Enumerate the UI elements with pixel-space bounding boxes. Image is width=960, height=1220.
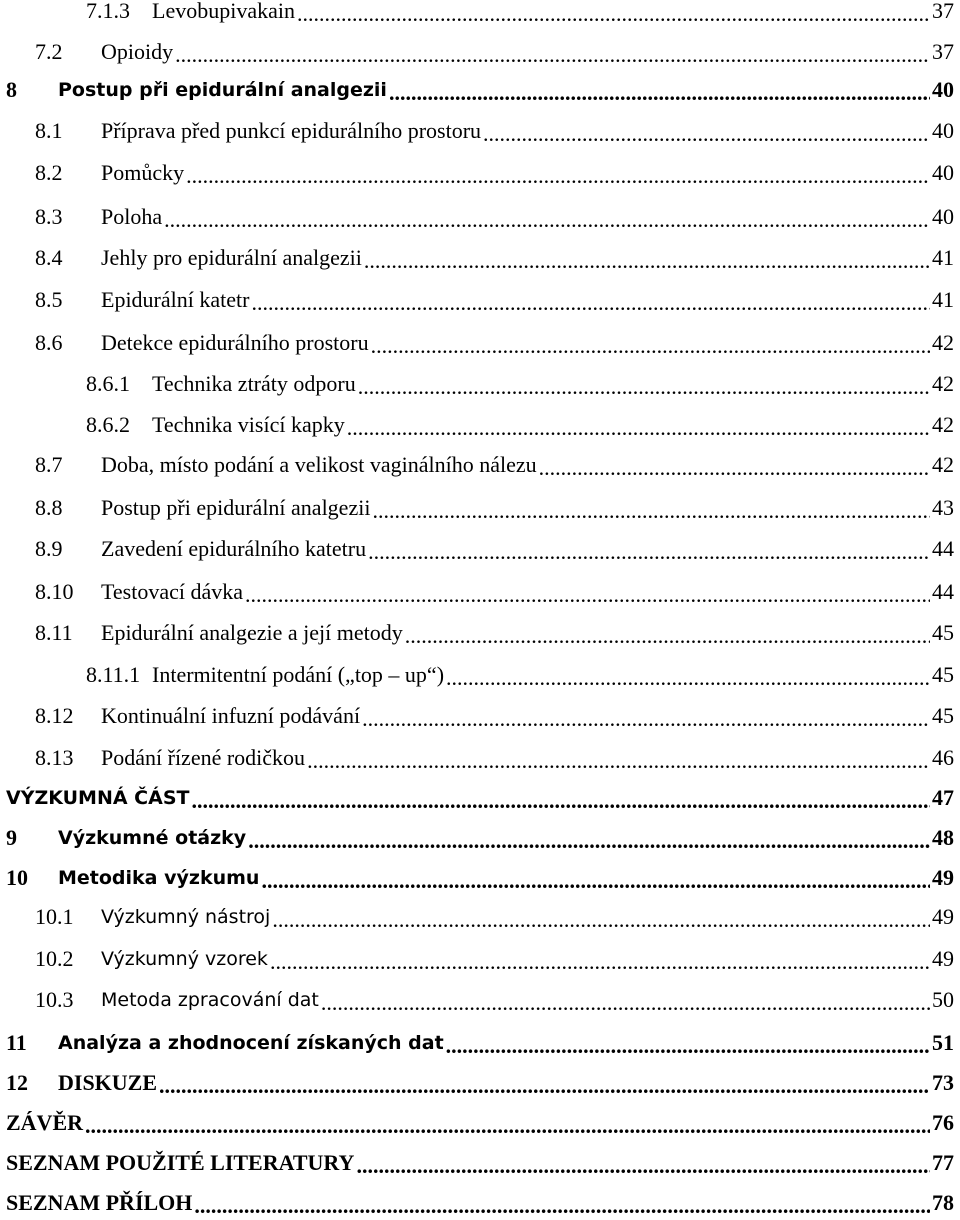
dot-leader [251, 290, 930, 312]
toc-entry-8-8[interactable] [35, 491, 954, 525]
toc-entry-page: 73 [932, 1070, 954, 1095]
toc-entry-title: Epidurální katetr [101, 287, 250, 312]
toc-entry-page: 42 [932, 452, 954, 477]
toc-entry-title: Příprava před punkcí epidurálního prostoru [101, 118, 482, 143]
toc-entry-number: 8.9 [35, 536, 63, 561]
toc-entry-8-6[interactable] [35, 326, 954, 360]
toc-entry-page: 48 [932, 825, 954, 850]
toc-entry-page: 42 [932, 371, 954, 396]
toc-entry-title: Levobupivakain [152, 0, 295, 23]
dot-leader [358, 374, 930, 396]
toc-entry-page: 41 [932, 287, 954, 312]
toc-entry-page: 42 [932, 412, 954, 437]
toc-entry-title: Výzkumné otázky [58, 827, 247, 849]
toc-entry-title: Výzkumný nástroj [101, 906, 271, 928]
dot-leader [483, 121, 930, 143]
toc-entry-7-2[interactable] [35, 35, 954, 69]
toc-entry-8-11[interactable] [35, 616, 954, 650]
toc-entry-page: 45 [932, 662, 954, 687]
dot-leader [389, 80, 930, 102]
toc-entry-page: 49 [932, 946, 954, 971]
dot-leader [272, 907, 930, 929]
toc-entry-11[interactable] [6, 1026, 954, 1060]
dot-leader [186, 163, 930, 185]
toc-entry-title: Doba, místo podání a velikost vaginálního nálezu [101, 452, 537, 477]
dot-leader [248, 828, 930, 850]
toc-entry-7-1-3[interactable] [86, 0, 954, 28]
toc-entry-title: Technika ztráty odporu [152, 371, 356, 396]
toc-entry-page: 37 [932, 0, 954, 23]
toc-entry-title: Technika visící kapky [152, 412, 345, 437]
dot-leader [446, 1033, 930, 1055]
toc-entry-title: Kontinuální infuzní podávání [101, 703, 361, 728]
dot-leader [368, 539, 930, 561]
toc-entry-number: 10.3 [35, 987, 74, 1012]
toc-entry-page: 40 [932, 77, 954, 102]
toc-entry-vyzkumna-cast[interactable] [6, 781, 954, 815]
toc-entry-8-13[interactable] [35, 741, 954, 775]
toc-entry-title: Pomůcky [101, 160, 185, 185]
toc-entry-9[interactable] [6, 821, 954, 855]
dot-leader [261, 868, 930, 890]
toc-entry-page: 46 [932, 745, 954, 770]
dot-leader [307, 748, 930, 770]
toc-entry-title: SEZNAM PŘÍLOH [6, 1190, 193, 1215]
toc-entry-title: VÝZKUMNÁ ČÁST [6, 787, 190, 809]
toc-entry-number: 10.1 [35, 904, 74, 929]
toc-entry-number: 10.2 [35, 946, 74, 971]
toc-entry-8-7[interactable] [35, 448, 954, 482]
toc-entry-title: Podání řízené rodičkou [101, 745, 306, 770]
dot-leader [347, 415, 930, 437]
toc-entry-page: 43 [932, 495, 954, 520]
toc-entry-number: 8.1 [35, 118, 63, 143]
toc-entry-8-12[interactable] [35, 699, 954, 733]
toc-entry-page: 44 [932, 536, 954, 561]
toc-entry-8[interactable] [6, 73, 954, 107]
toc-entry-number: 8.6 [35, 330, 63, 355]
toc-entry-8-2[interactable] [35, 156, 954, 190]
toc-entry-8-6-1[interactable] [86, 367, 954, 401]
toc-entry-8-6-2[interactable] [86, 408, 954, 442]
toc-entry-page: 40 [932, 118, 954, 143]
toc-entry-title: Opioidy [101, 39, 174, 64]
dot-leader [372, 498, 930, 520]
toc-entry-10-2[interactable] [35, 942, 954, 976]
toc-entry-zaver[interactable] [6, 1106, 954, 1140]
toc-entry-8-10[interactable] [35, 575, 954, 609]
toc-entry-page: 44 [932, 579, 954, 604]
dot-leader [321, 990, 930, 1012]
toc-entry-page: 40 [932, 204, 954, 229]
toc-entry-number: 8.5 [35, 287, 63, 312]
toc-entry-number: 8.7 [35, 452, 63, 477]
toc-entry-number: 8 [6, 77, 17, 102]
toc-entry-number: 8.4 [35, 245, 63, 270]
toc-entry-title: Postup při epidurální analgezii [58, 79, 387, 101]
toc-entry-8-1[interactable] [35, 114, 954, 148]
dot-leader [539, 455, 930, 477]
toc-entry-8-4[interactable] [35, 241, 954, 275]
dot-leader [356, 1153, 930, 1175]
toc-entry-number: 7.2 [35, 39, 63, 64]
toc-entry-title: Metodika výzkumu [58, 867, 260, 889]
toc-entry-title: Poloha [101, 204, 163, 229]
dot-leader [364, 248, 930, 270]
toc-entry-seznam-priloh[interactable] [6, 1186, 954, 1220]
dot-leader [371, 333, 930, 355]
toc-entry-10-1[interactable] [35, 900, 954, 934]
dot-leader [159, 1073, 930, 1095]
toc-entry-page: 45 [932, 620, 954, 645]
toc-entry-number: 8.12 [35, 703, 74, 728]
toc-entry-title: Epidurální analgezie a její metody [101, 620, 403, 645]
toc-entry-page: 41 [932, 245, 954, 270]
toc-entry-number: 8.13 [35, 745, 74, 770]
dot-leader [297, 1, 930, 23]
toc-entry-number: 11 [6, 1030, 27, 1055]
dot-leader [405, 623, 930, 645]
dot-leader [175, 42, 930, 64]
dot-leader [245, 582, 930, 604]
toc-entry-number: 9 [6, 825, 17, 850]
dot-leader [191, 788, 930, 810]
toc-entry-page: 51 [932, 1030, 954, 1055]
toc-entry-title: Analýza a zhodnocení získaných dat [58, 1032, 444, 1054]
toc-entry-page: 40 [932, 160, 954, 185]
toc-entry-number: 8.6.1 [86, 371, 130, 396]
dot-leader [270, 949, 930, 971]
toc-entry-8-5[interactable] [35, 283, 954, 317]
toc-entry-number: 12 [6, 1070, 28, 1095]
toc-entry-seznam-literatury[interactable] [6, 1146, 954, 1180]
toc-entry-8-3[interactable] [35, 200, 954, 234]
dot-leader [446, 665, 930, 687]
toc-entry-number: 8.11.1 [86, 662, 141, 687]
toc-entry-title: Metoda zpracování dat [101, 989, 319, 1011]
toc-entry-8-9[interactable] [35, 532, 954, 566]
toc-entry-page: 49 [932, 904, 954, 929]
toc-entry-page: 45 [932, 703, 954, 728]
toc-entry-10[interactable] [6, 861, 954, 895]
toc-entry-page: 50 [932, 987, 954, 1012]
toc-entry-number: 8.11 [35, 620, 73, 645]
toc-entry-title: Detekce epidurálního prostoru [101, 330, 369, 355]
dot-leader [164, 207, 930, 229]
toc-entry-title: Intermitentní podání („top – up“) [152, 662, 445, 687]
toc-entry-page: 42 [932, 330, 954, 355]
toc-entry-page: 47 [932, 785, 954, 810]
toc-entry-number: 8.8 [35, 495, 63, 520]
toc-entry-title: Testovací dávka [101, 579, 244, 604]
toc-entry-number: 8.6.2 [86, 412, 130, 437]
dot-leader [85, 1113, 930, 1135]
toc-entry-title: DISKUZE [58, 1070, 158, 1095]
toc-entry-page: 76 [932, 1110, 954, 1135]
toc-entry-number: 10 [6, 865, 28, 890]
toc-entry-title: ZÁVĚR [6, 1110, 84, 1135]
toc-entry-number: 7.1.3 [86, 0, 130, 23]
dot-leader [362, 706, 930, 728]
toc-entry-number: 8.10 [35, 579, 74, 604]
toc-entry-title: Jehly pro epidurální analgezii [101, 245, 362, 270]
toc-entry-title: Výzkumný vzorek [101, 948, 268, 970]
toc-entry-title: Zavedení epidurálního katetru [101, 536, 367, 561]
toc-entry-number: 8.3 [35, 204, 63, 229]
toc-entry-page: 77 [932, 1150, 954, 1175]
toc-entry-page: 78 [932, 1190, 954, 1215]
toc-entry-page: 37 [932, 39, 954, 64]
toc-entry-12[interactable] [6, 1066, 954, 1100]
toc-entry-page: 49 [932, 865, 954, 890]
toc-entry-title: SEZNAM POUŽITÉ LITERATURY [6, 1150, 355, 1175]
toc-entry-8-11-1[interactable] [86, 658, 954, 692]
toc-entry-title: Postup při epidurální analgezii [101, 495, 371, 520]
dot-leader [194, 1193, 930, 1215]
toc-entry-10-3[interactable] [35, 983, 954, 1017]
toc-entry-number: 8.2 [35, 160, 63, 185]
